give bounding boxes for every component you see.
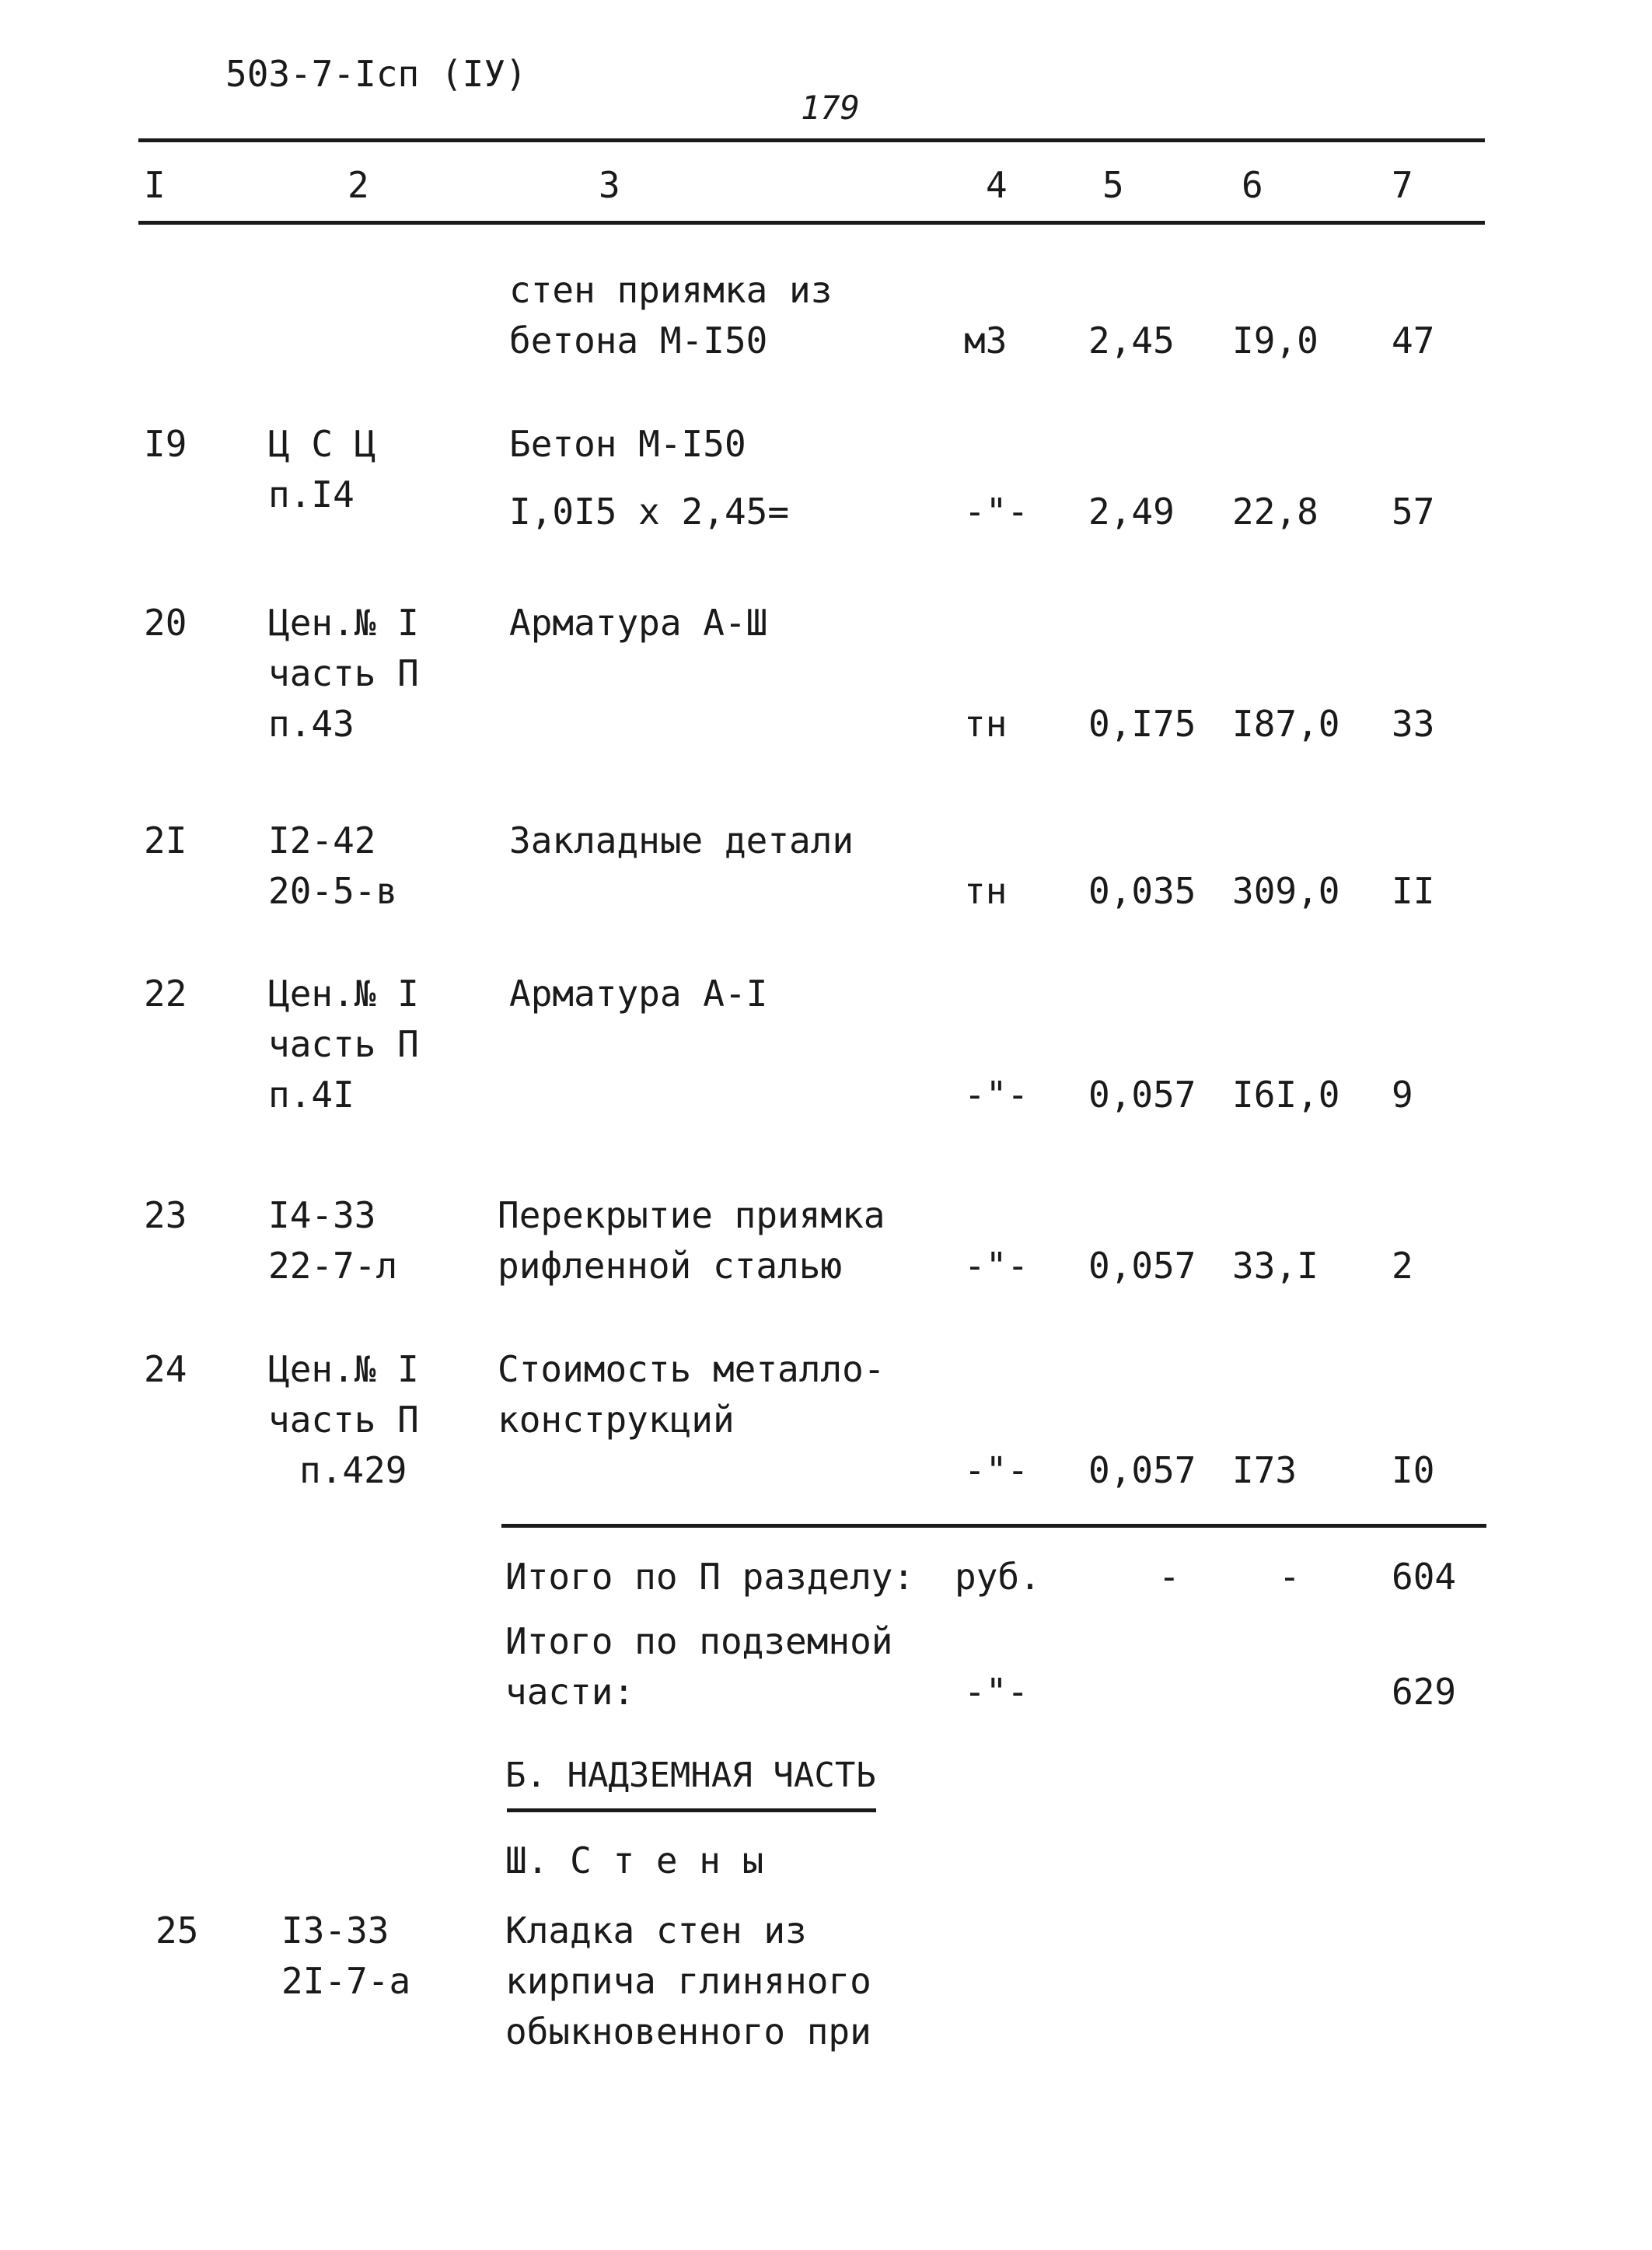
total-unit: руб.	[955, 1556, 1041, 1598]
row-unit: тн	[964, 703, 1008, 745]
row-reference: I3-33	[281, 1909, 389, 1951]
section-heading: Б. НАДЗЕМНАЯ ЧАСТЬ	[505, 1756, 876, 1795]
row-unit: -"-	[964, 1074, 1029, 1116]
row-quantity: 0,057	[1088, 1074, 1196, 1116]
row-description: Кладка стен из	[505, 1909, 807, 1951]
column-header-7: 7	[1392, 164, 1413, 206]
row-reference: I4-33	[268, 1194, 376, 1236]
row-total: 2	[1392, 1245, 1413, 1287]
document-code: 503-7-Iсп (IУ)	[225, 53, 527, 95]
row-unit: м3	[964, 320, 1008, 362]
row-number: 22	[144, 973, 187, 1015]
row-reference: п.43	[268, 703, 354, 745]
row-unit: -"-	[964, 491, 1029, 533]
row-number: 20	[144, 602, 187, 644]
row-reference: часть П	[268, 1399, 419, 1441]
row-price: 33,I	[1232, 1245, 1318, 1287]
totals-rule	[501, 1524, 1486, 1528]
row-reference: 22-7-л	[268, 1245, 398, 1287]
column-header-4: 4	[986, 164, 1008, 206]
row-unit: тн	[964, 870, 1008, 912]
row-reference: часть П	[268, 1023, 419, 1065]
row-description: Арматура А-Ш	[509, 602, 768, 644]
total-label: Итого по подземной	[505, 1620, 893, 1662]
row-number: I9	[144, 423, 187, 465]
row-number: 23	[144, 1194, 187, 1236]
row-description: кирпича глиняного	[505, 1960, 871, 2002]
row-quantity: 0,I75	[1088, 703, 1196, 745]
row-total: 9	[1392, 1074, 1413, 1116]
row-price: I73	[1232, 1449, 1298, 1491]
row-reference: Цен.№ I	[268, 973, 419, 1015]
total-unit: -"-	[964, 1671, 1029, 1713]
row-total: II	[1392, 870, 1435, 912]
row-unit: -"-	[964, 1245, 1029, 1287]
row-description: I,0I5 х 2,45=	[509, 491, 790, 533]
row-number: 25	[155, 1909, 199, 1951]
row-quantity: 0,057	[1088, 1245, 1196, 1287]
page-number: 179	[801, 89, 860, 127]
row-reference: п.I4	[268, 473, 354, 515]
row-reference: часть П	[268, 652, 419, 694]
header-bottom-rule	[138, 221, 1485, 225]
row-reference: Цен.№ I	[268, 1348, 419, 1390]
column-header-1: I	[144, 164, 166, 206]
row-total: 33	[1392, 703, 1435, 745]
row-description: Бетон М-I50	[509, 423, 746, 465]
row-unit: -"-	[964, 1449, 1029, 1491]
row-number: 2I	[144, 819, 187, 861]
row-total: I0	[1392, 1449, 1435, 1491]
row-description: рифленной сталью	[498, 1245, 843, 1287]
row-description: обыкновенного при	[505, 2011, 871, 2053]
total-price: -	[1279, 1556, 1301, 1598]
row-reference: п.4I	[268, 1074, 354, 1116]
row-quantity: 0,057	[1088, 1449, 1196, 1491]
row-description: конструкций	[498, 1399, 735, 1441]
row-price: 309,0	[1232, 870, 1340, 912]
column-header-6: 6	[1242, 164, 1263, 206]
row-description: Арматура А-I	[509, 973, 768, 1015]
row-description: стен приямка из	[509, 269, 833, 311]
row-reference: п.429	[299, 1449, 407, 1491]
row-quantity: 2,49	[1088, 491, 1175, 533]
row-quantity: 2,45	[1088, 320, 1175, 362]
row-number: 24	[144, 1348, 187, 1390]
row-description: Перекрытие приямка	[498, 1194, 885, 1236]
column-header-2: 2	[348, 164, 369, 206]
table-top-rule	[138, 138, 1485, 142]
total-quantity: -	[1158, 1556, 1180, 1598]
total-label: Итого по П разделу:	[505, 1556, 915, 1598]
section-heading-underline	[507, 1808, 876, 1812]
row-total: 57	[1392, 491, 1435, 533]
row-price: I9,0	[1232, 320, 1318, 362]
row-price: I6I,0	[1232, 1074, 1340, 1116]
row-reference: 20-5-в	[268, 870, 398, 912]
total-label: части:	[505, 1671, 635, 1713]
total-value: 629	[1392, 1671, 1457, 1713]
row-reference: I2-42	[268, 819, 376, 861]
row-reference: Цен.№ I	[268, 602, 419, 644]
row-reference: 2I-7-а	[281, 1960, 411, 2002]
total-value: 604	[1392, 1556, 1457, 1598]
row-quantity: 0,035	[1088, 870, 1196, 912]
row-price: I87,0	[1232, 703, 1340, 745]
row-price: 22,8	[1232, 491, 1318, 533]
row-description: Стоимость металло-	[498, 1348, 885, 1390]
row-reference: Ц С Ц	[268, 423, 376, 465]
column-header-3: 3	[599, 164, 620, 206]
row-description: бетона М-I50	[509, 320, 768, 362]
row-total: 47	[1392, 320, 1435, 362]
subsection-heading: Ш. С т е н ы	[505, 1839, 764, 1881]
column-header-5: 5	[1102, 164, 1124, 206]
row-description: Закладные детали	[509, 819, 854, 861]
